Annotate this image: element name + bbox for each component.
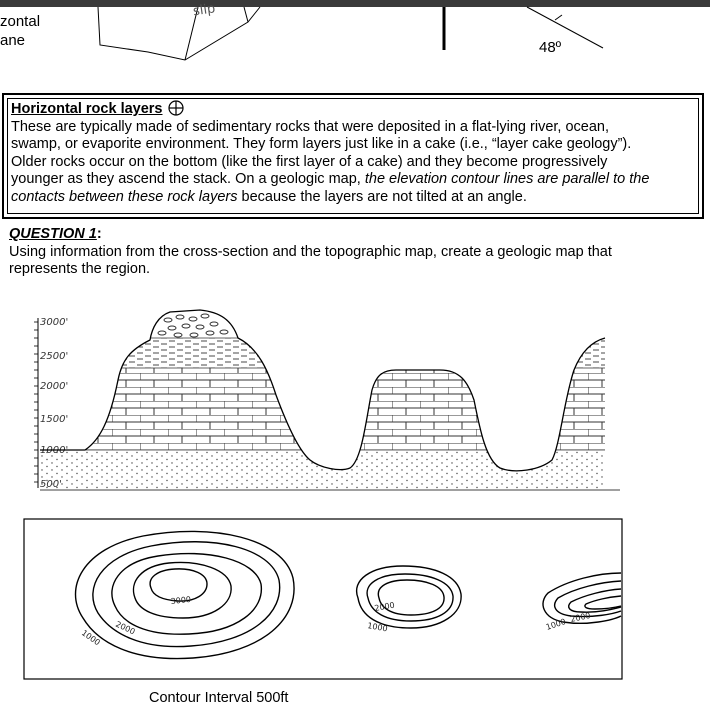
hill1-label-2000: 2000: [114, 619, 137, 637]
fragment-slip-text: slip: [192, 1, 217, 20]
box-title: Horizontal rock layers: [11, 101, 163, 117]
elevation-axis-ticks: [34, 322, 38, 482]
box-line-4-plain: younger as they ascend the stack. On a geologic map,: [11, 171, 365, 187]
box-line-3: Older rocks occur on the bottom (like the first layer of a cake) and they become progressively: [11, 153, 608, 170]
map-frame: [24, 519, 622, 679]
shale-layer: [40, 338, 610, 368]
box-line-4-italic: the elevation contour lines are parallel to the: [364, 171, 650, 187]
cross-section-diagram: [0, 300, 710, 500]
question-title: QUESTION 1: [9, 226, 97, 242]
limestone-layer: [40, 368, 610, 450]
horizontal-bedding-symbol-icon: [167, 100, 185, 116]
elev-label-2000: 2000': [40, 381, 69, 392]
question-colon: :: [96, 226, 102, 242]
fragment-angle: 48º: [539, 39, 562, 56]
elev-label-2500: 2500': [40, 351, 69, 362]
hill3-label-2000: 2000: [569, 610, 592, 624]
map-caption: Contour Interval 500ft: [149, 690, 289, 706]
hill2-label-1000: 1000: [366, 621, 389, 634]
fragment-block-edge-2: [244, 7, 248, 22]
box-line-5-plain: because the layers are not tilted at an angle.: [237, 188, 527, 205]
hill2-label-2000: 2000: [373, 600, 396, 613]
fragment-label-1: zontal: [0, 13, 41, 30]
box-line-1: These are typically made of sedimentary rocks that were deposited in a flat-lying river, ocean,: [11, 118, 610, 135]
fragment-figure: [0, 0, 710, 90]
elev-label-3000: 3000': [40, 317, 69, 328]
horizontal-rock-layers-box: [2, 93, 704, 219]
hill1-label-3000: 3000: [170, 594, 192, 606]
question-line-1: Using information from the cross-section and the topographic map, create a geologic map that: [9, 243, 612, 260]
hill1-label-1000: 1000: [79, 628, 102, 648]
box-line-5-italic: contacts between these rock layers: [11, 188, 238, 205]
question-title-row: [9, 226, 699, 244]
box-line-4: [11, 171, 695, 189]
box-line-5: [11, 189, 695, 207]
question-block: [9, 226, 699, 279]
elev-label-1500: 1500': [40, 414, 69, 425]
fragment-tick: [555, 15, 562, 20]
cross-section-layers: [40, 300, 610, 490]
box-line-2: swamp, or evaporite environment. They form layers just like in a cake (i.e., “layer cake geology”).: [11, 136, 632, 152]
conglomerate-layer: [40, 300, 610, 338]
question-line-2: represents the region.: [9, 261, 151, 277]
topographic-map: [23, 518, 623, 680]
hill3-label-1000: 1000: [544, 617, 567, 632]
fragment-label-2: ane: [0, 32, 26, 49]
box-title-row: [11, 100, 695, 119]
fragment-block-outline: [98, 7, 260, 60]
